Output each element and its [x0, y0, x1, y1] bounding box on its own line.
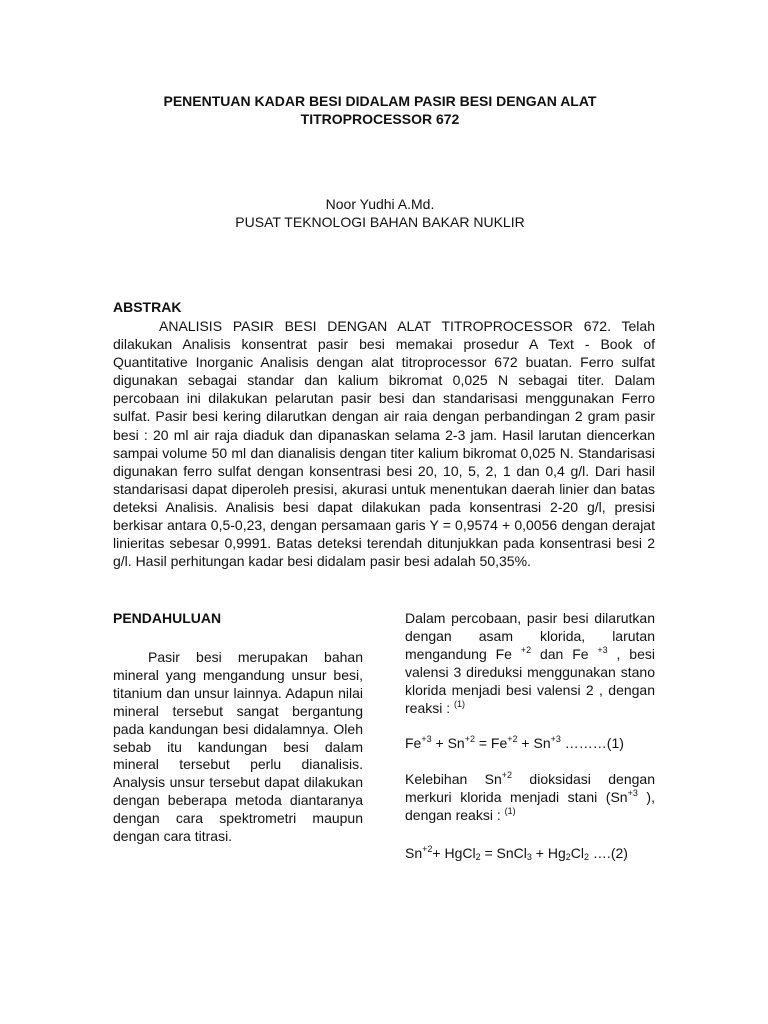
eq2-charge: +2: [422, 844, 433, 855]
equation-2: [405, 845, 655, 863]
eq2-term: + HgCl: [432, 845, 476, 862]
title-line-2: TITROPROCESSOR 672: [300, 111, 460, 127]
author-name: Noor Yudhi A.Md.: [325, 196, 435, 212]
eq2-subscript: 3: [526, 852, 532, 863]
eq2-term: Cl: [570, 845, 585, 862]
author-affiliation: PUSAT TEKNOLOGI BAHAN BAKAR NUKLIR: [235, 214, 525, 230]
sn2-charge: +2: [501, 770, 513, 781]
eq1-charge: +3: [421, 734, 432, 745]
right-column: [405, 610, 655, 863]
abstract-text: ANALISIS PASIR BESI DENGAN ALAT TITROPROCESSOR 672. Telah dilakukan Analisis konsentrat pasir besi memakai prosedur A Text - Book of Quantitative Inorganic Analisis dengan alat titroprocessor 672 buatan. Ferro sulfat digunakan sebagai standar dan kalium bikromat 0,025 N sebagai titer. Dalam percobaan ini dilakukan pelarutan pasir besi dan standarisasi menggunakan Ferro sulfat. Pasir besi kering dilarutkan dengan air raia dengan perbandingan 2 gram pasir besi : 20 ml air raja diaduk dan dipanaskan selama 2-3 jam. Hasil larutan diencerkan sampai volume 50 ml dan dianalisis dengan titer kalium bikromat 0,025 N. Standarisasi digunakan ferro sulfat dengan konsentrasi besi 20, 10, 5, 2, 1 dan 0,4 g/l. Dari hasil standarisasi dapat diperoleh presisi, akurasi untuk menentukan daerah linier dan batas deteksi Analisis. Analisis besi dapat dilakukan pada konsentrasi 2-20 g/l, presisi berkisar antara 0,5-0,23, dengan persamaan garis Y = 0,9574 + 0,0056 dengan derajat linieritas sebesar 0,9991. Batas deteksi terendah ditunjukkan pada konsentrasi besi 2 g/l. Hasil perhitungan kadar besi didalam pasir besi adalah 50,35%.: [113, 318, 655, 570]
introduction-heading: PENDAHULUAN: [113, 610, 222, 626]
eq1-term: = Fe: [474, 735, 508, 752]
oxidation-text-2: dioksidasi dengan merkuri klorida menjadi stani (Sn: [405, 771, 655, 806]
eq2-number: ….(2): [589, 845, 628, 862]
oxidation-paragraph: [405, 771, 655, 825]
abstract-section: [113, 317, 655, 570]
reduction-text-1: Dalam percobaan, pasir besi dilarutkan dengan asam klorida, larutan mengandung Fe: [405, 610, 655, 662]
reference-marker: (1): [454, 698, 466, 709]
eq1-term: Fe: [405, 735, 422, 752]
author-block: [110, 195, 650, 231]
reduction-paragraph: [405, 610, 655, 717]
eq1-charge: +2: [507, 734, 518, 745]
oxidation-text-1: Kelebihan Sn: [405, 771, 502, 788]
eq1-charge: +3: [550, 734, 561, 745]
eq2-subscript: 2: [565, 852, 571, 863]
eq2-subscript: 2: [584, 852, 590, 863]
eq1-charge: +2: [464, 734, 475, 745]
paper-title: [110, 92, 650, 128]
reference-marker: (1): [504, 806, 516, 817]
oxidation-text-3: ), dengan reaksi :: [405, 789, 655, 824]
eq2-term: + Hg: [531, 845, 566, 862]
fe3-charge: +3: [597, 644, 608, 655]
left-column: [113, 609, 363, 846]
sn3-charge: +3: [627, 788, 638, 799]
reduction-text-2: dan Fe: [531, 645, 598, 662]
eq1-number: ………(1): [560, 735, 624, 752]
fe2-charge: +2: [520, 644, 532, 655]
eq1-term: + Sn: [431, 735, 465, 752]
eq2-term: Sn: [405, 845, 423, 862]
title-line-1: PENENTUAN KADAR BESI DIDALAM PASIR BESI DENGAN ALAT: [163, 93, 597, 109]
eq1-term: + Sn: [517, 735, 551, 752]
eq2-term: = SnCl: [480, 845, 527, 862]
eq2-subscript: 2: [475, 852, 481, 863]
introduction-paragraph: Pasir besi merupakan bahan mineral yang mengandung unsur besi, titanium dan unsur lainnya. Adapun nilai mineral tersebut sangat bergantung pada kandungan besi didalamnya. Oleh sebab itu kandungan besi dalam mineral tersebut perlu dianalisis. Analysis unsur tersebut dapat dilakukan dengan beberapa metoda diantaranya dengan cara spektrometri maupun dengan cara titrasi.: [113, 649, 363, 845]
reduction-text-3: , besi valensi 3 direduksi menggunakan stano klorida menjadi besi valensi 2 , dengan reaksi :: [405, 645, 655, 716]
equation-1: [405, 735, 655, 753]
abstract-heading: ABSTRAK: [113, 299, 182, 315]
